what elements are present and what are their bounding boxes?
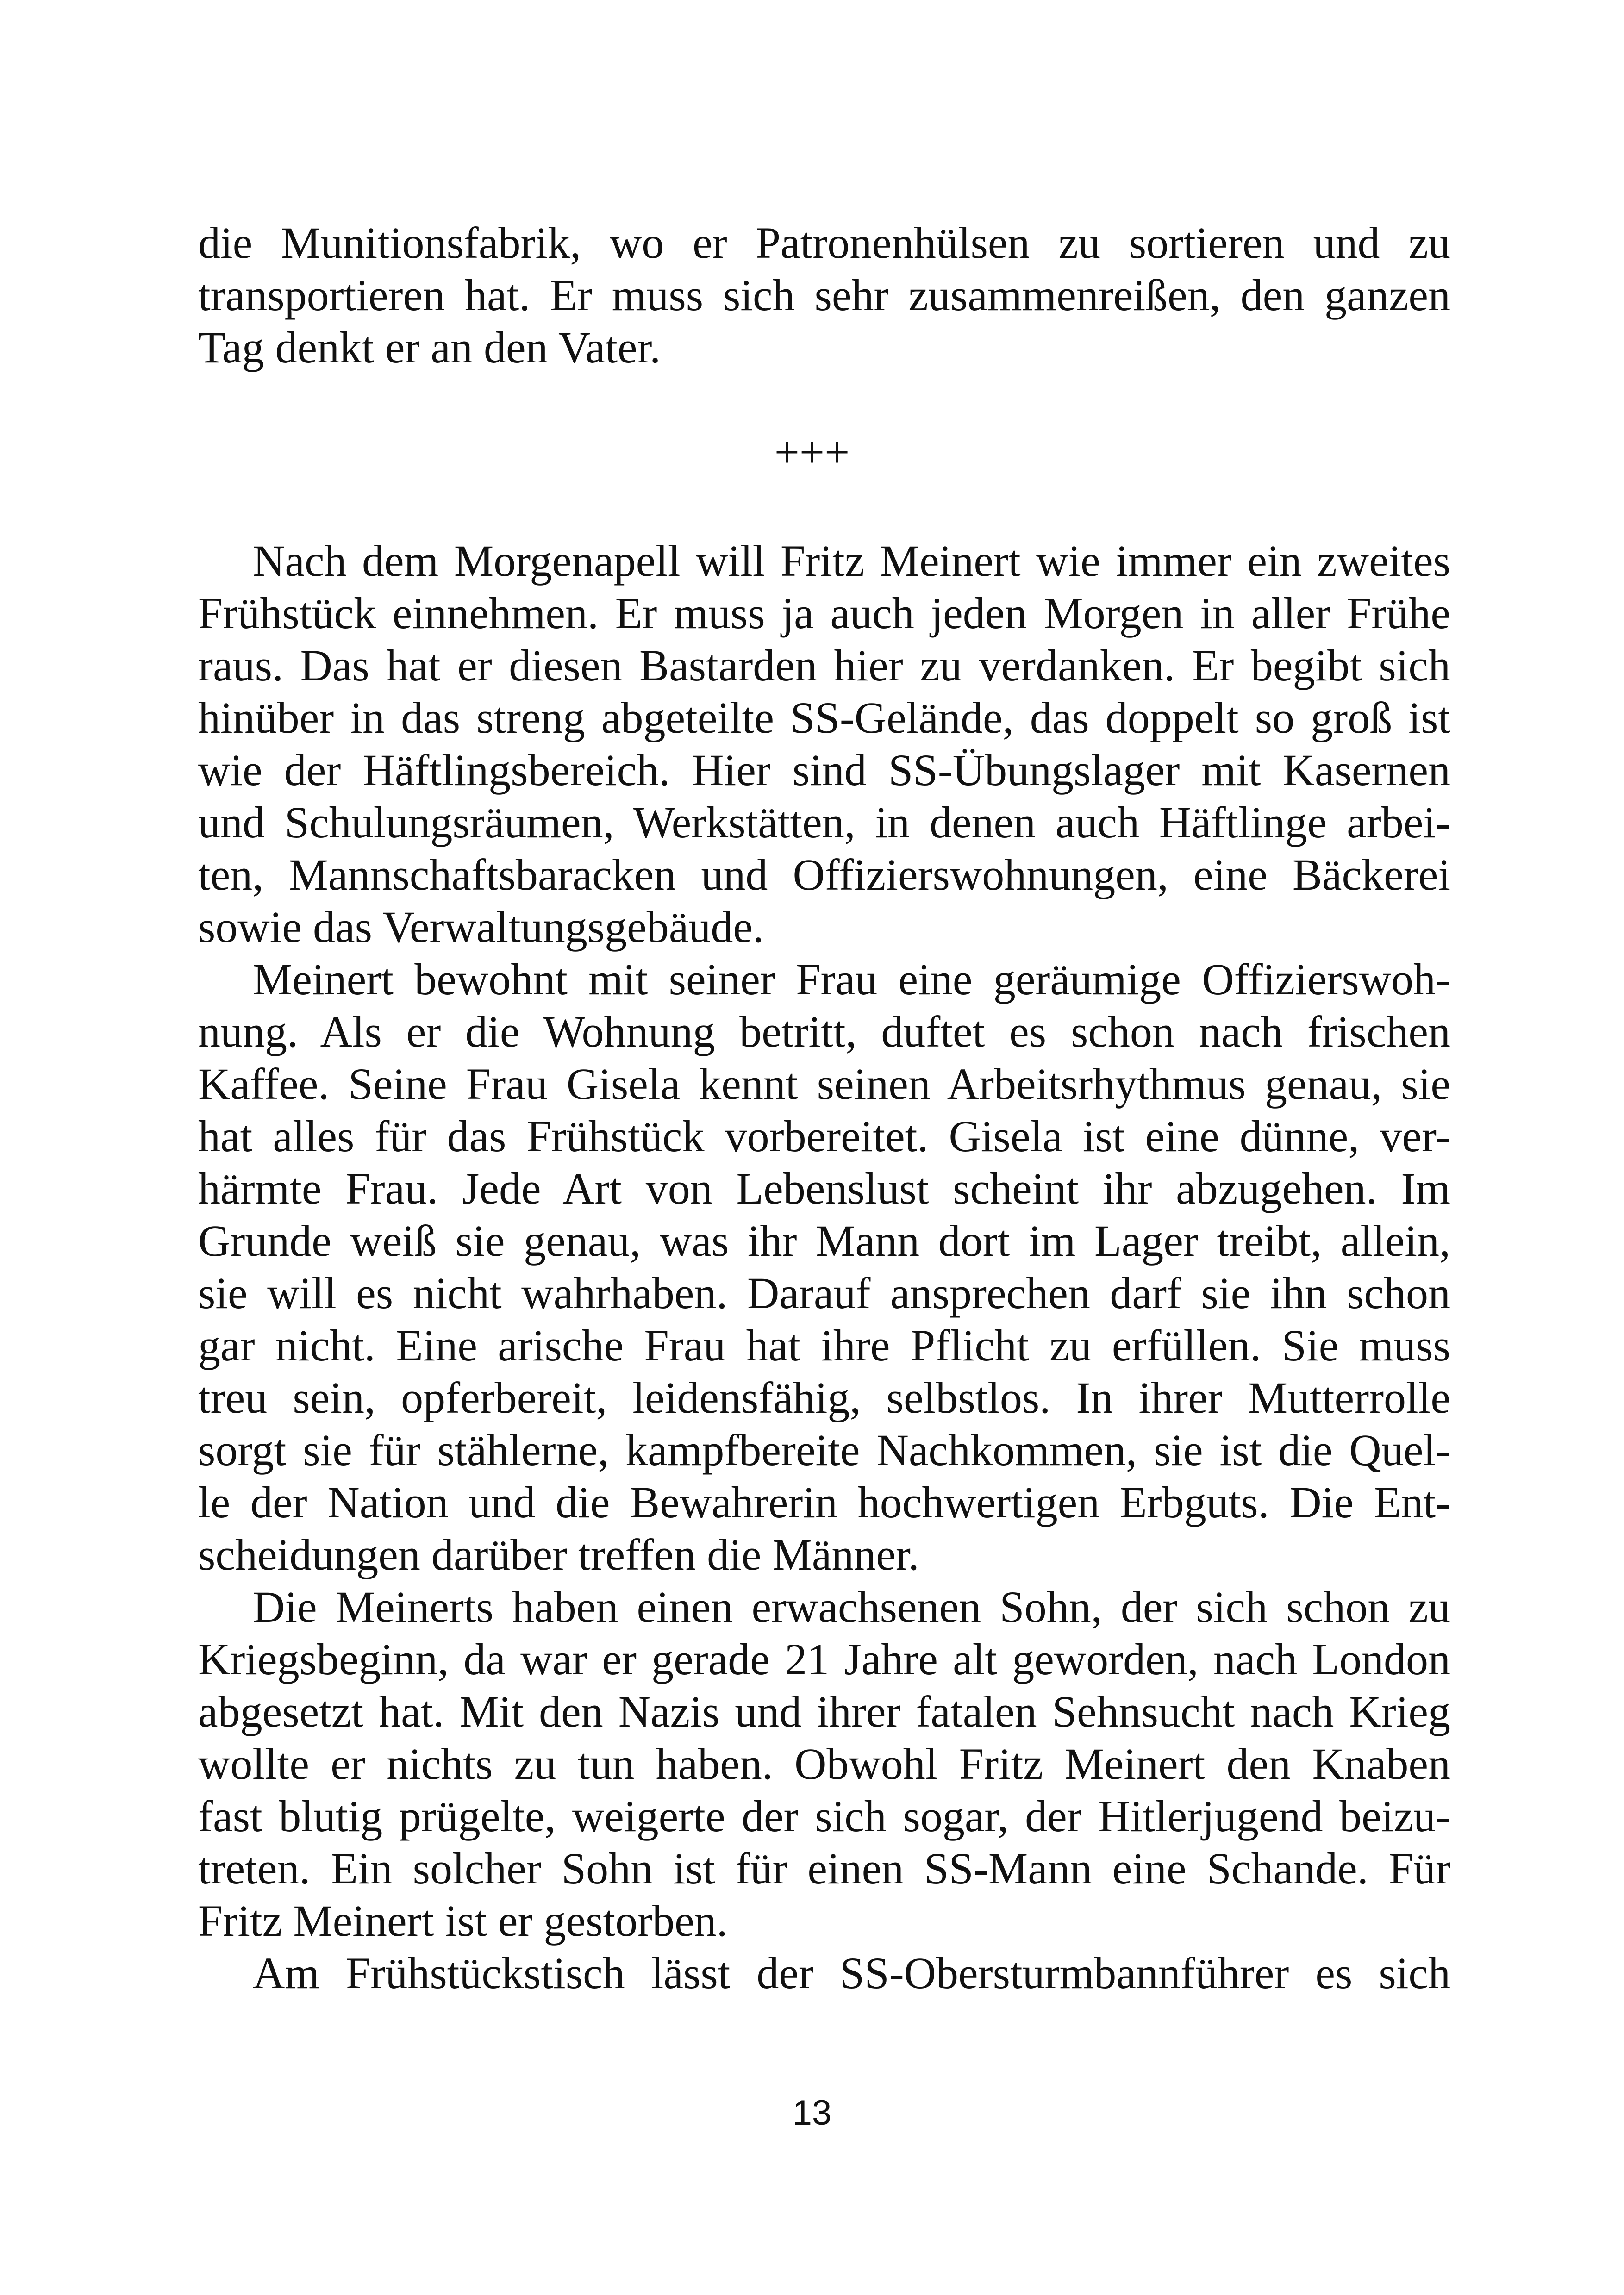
- text-line: le der Nation und die Bewahrerin hochwertigen Erbguts. Die Ent-: [198, 1478, 1450, 1527]
- text-line: Die Meinerts haben einen erwachsenen Sohn, der sich schon zu: [253, 1582, 1450, 1632]
- continued-paragraph: [198, 217, 1450, 374]
- text-line: Kriegsbeginn, da war er gerade 21 Jahre alt geworden, nach London: [198, 1634, 1450, 1684]
- text-line: hinüber in das streng abgeteilte SS-Gelände, das doppelt so groß ist: [198, 693, 1450, 742]
- main-text: [198, 535, 1450, 1999]
- text-line: Kaffee. Seine Frau Gisela kennt seinen Arbeitsrhythmus genau, sie: [198, 1059, 1450, 1109]
- text-line: abgesetzt hat. Mit den Nazis und ihrer fatalen Sehnsucht nach Krieg: [198, 1687, 1450, 1736]
- paragraph: [198, 1581, 1450, 1947]
- text-line: und Schulungsräumen, Werkstätten, in denen auch Häftlinge arbei-: [198, 798, 1450, 847]
- text-line: Meinert bewohnt mit seiner Frau eine geräumige Offizierswoh-: [253, 954, 1450, 1004]
- text-line: raus. Das hat er diesen Bastarden hier zu verdanken. Er begibt sich: [198, 641, 1450, 690]
- text-line: die Munitionsfabrik, wo er Patronenhülsen zu sortieren und zu: [198, 218, 1450, 268]
- text-line: härmte Frau. Jede Art von Lebenslust scheint ihr abzugehen. Im: [198, 1164, 1450, 1213]
- text-line: fast blutig prügelte, weigerte der sich sogar, der Hitlerjugend beizu-: [198, 1791, 1450, 1841]
- text-line: scheidungen darüber treffen die Männer.: [198, 1530, 919, 1579]
- paragraph: [198, 535, 1450, 953]
- text-line: Fritz Meinert ist er gestorben.: [198, 1896, 728, 1946]
- text-line: nung. Als er die Wohnung betritt, duftet es schon nach frischen: [198, 1007, 1450, 1056]
- text-line: hat alles für das Frühstück vorbereitet. Gisela ist eine dünne, ver-: [198, 1111, 1450, 1161]
- text-line: wie der Häftlingsbereich. Hier sind SS-Übungslager mit Kasernen: [198, 745, 1450, 795]
- paragraph: [198, 953, 1450, 1581]
- text-line: ten, Mannschaftsbaracken und Offizierswohnungen, eine Bäckerei: [198, 850, 1450, 899]
- text-line: sorgt sie für stählerne, kampfbereite Nachkommen, sie ist die Quel-: [198, 1425, 1450, 1475]
- text-line: Frühstück einnehmen. Er muss ja auch jeden Morgen in aller Frühe: [198, 588, 1450, 638]
- text-line: gar nicht. Eine arische Frau hat ihre Pflicht zu erfüllen. Sie muss: [198, 1321, 1450, 1370]
- text-line: sowie das Verwaltungsgebäude.: [198, 902, 764, 952]
- text-line: Nach dem Morgenapell will Fritz Meinert wie immer ein zweites: [253, 536, 1450, 586]
- text-line: Grunde weiß sie genau, was ihr Mann dort im Lager treibt, allein,: [198, 1216, 1450, 1266]
- text-line: transportieren hat. Er muss sich sehr zusammenreißen, den ganzen: [198, 270, 1450, 320]
- paragraph: [198, 1947, 1450, 1999]
- text-line: Tag denkt er an den Vater.: [198, 323, 661, 372]
- section-separator: +++: [774, 427, 850, 477]
- text-line: sie will es nicht wahrhaben. Darauf ansprechen darf sie ihn schon: [198, 1268, 1450, 1318]
- text-line: wollte er nichts zu tun haben. Obwohl Fritz Meinert den Knaben: [198, 1739, 1450, 1789]
- text-line: treten. Ein solcher Sohn ist für einen SS-Mann eine Schande. Für: [198, 1844, 1450, 1893]
- text-line: Am Frühstückstisch lässt der SS-Obersturmbannführer es sich: [253, 1948, 1450, 1998]
- text-line: treu sein, opferbereit, leidensfähig, selbstlos. In ihrer Mutterrolle: [198, 1373, 1450, 1422]
- page-number: 13: [792, 2093, 832, 2133]
